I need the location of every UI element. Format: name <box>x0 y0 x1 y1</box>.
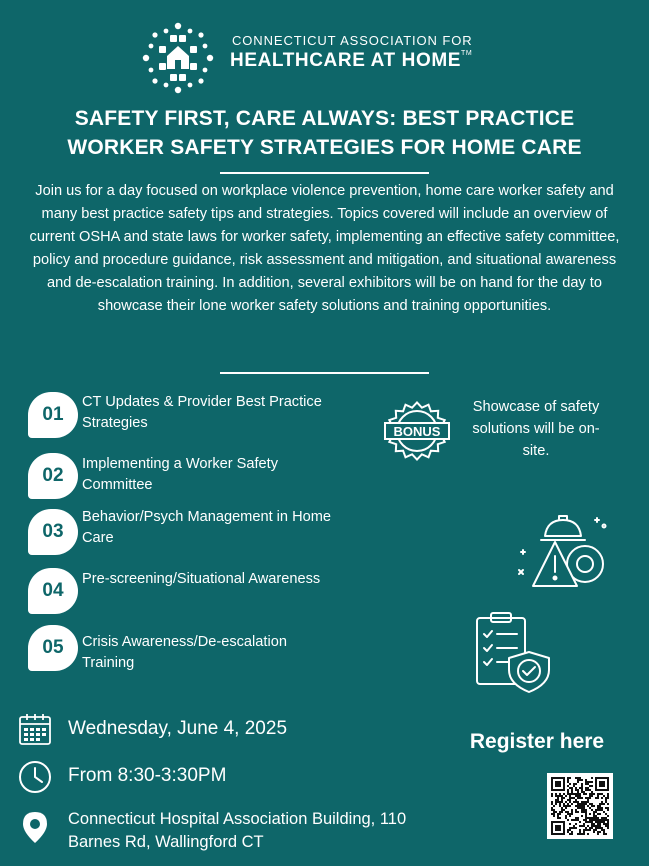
topic-label: Behavior/Psych Management in Home Care <box>82 509 332 546</box>
topic-label: Pre-screening/Situational Awareness <box>82 571 321 587</box>
page-title <box>20 104 629 162</box>
topic-number-badge: 03 <box>28 509 78 555</box>
clock-icon <box>18 760 52 794</box>
calendar-icon <box>18 712 52 746</box>
divider <box>220 372 429 374</box>
trademark: TM <box>461 50 473 57</box>
bonus-badge-label: BONUS <box>393 424 441 439</box>
bonus-text: Showcase of safety solutions will be on-site. <box>472 399 600 459</box>
divider <box>220 172 429 174</box>
worker-safety-icon <box>515 512 607 596</box>
topic-number-badge: 05 <box>28 625 78 671</box>
event-date: Wednesday, June 4, 2025 <box>68 718 288 739</box>
topic-label: Crisis Awareness/De-escalation Training <box>82 634 287 671</box>
event-time: From 8:30-3:30PM <box>68 765 227 786</box>
topic-number-badge: 01 <box>28 392 78 438</box>
register-link[interactable]: Register here <box>469 730 605 753</box>
logo-text-line2 <box>230 50 530 72</box>
location-pin-icon <box>18 810 52 844</box>
checklist-shield-icon <box>471 610 557 696</box>
title-line2: WORKER SAFETY STRATEGIES FOR HOME CARE <box>67 136 582 159</box>
qr-code[interactable] <box>547 773 613 839</box>
bonus-badge-icon <box>382 399 452 463</box>
event-location: Connecticut Hospital Association Building, 110 Barnes Rd, Wallingford CT <box>68 810 407 851</box>
topic-number-badge: 02 <box>28 453 78 499</box>
topic-label: CT Updates & Provider Best Practice Strategies <box>82 394 322 431</box>
topic-number-badge: 04 <box>28 568 78 614</box>
topic-label: Implementing a Worker Safety Committee <box>82 456 279 493</box>
logo-icon <box>140 20 216 96</box>
logo-name: HEALTHCARE AT HOME <box>230 50 462 71</box>
intro-paragraph: Join us for a day focused on workplace violence prevention, home care worker safety and many best practice safety tips and strategies. Topics covered will include an overview of current OSHA and state laws for worker safety, implementing an effective safety committee, policy and procedure guidance, risk assessment and mitigation, and situational awareness and de-escalation training. In addition, several exhibitors will be on hand for the day to showcase their lone worker safety solutions and training opportunities. <box>29 183 620 314</box>
title-line1: SAFETY FIRST, CARE ALWAYS: BEST PRACTICE <box>74 107 575 130</box>
logo-text-line1: CONNECTICUT ASSOCIATION FOR <box>232 33 473 48</box>
